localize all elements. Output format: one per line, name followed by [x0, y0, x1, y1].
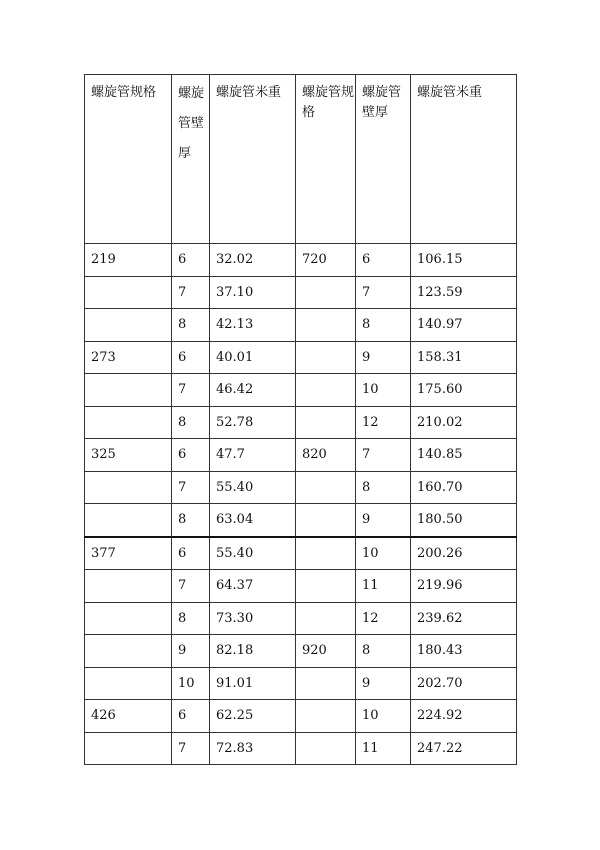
cell-thickness-right: 8 — [356, 309, 411, 342]
table-body — [85, 244, 517, 765]
cell-weight-left: 40.01 — [210, 341, 296, 374]
cell-spec-left — [85, 602, 172, 635]
cell-thickness-left: 7 — [172, 570, 210, 603]
cell-weight-right: 160.70 — [411, 471, 517, 504]
cell-spec-right — [296, 732, 356, 765]
header-spec-left: 螺旋管规格 — [85, 75, 172, 244]
cell-thickness-left: 10 — [172, 667, 210, 700]
cell-weight-left: 42.13 — [210, 309, 296, 342]
cell-weight-right: 202.70 — [411, 667, 517, 700]
cell-thickness-left: 7 — [172, 732, 210, 765]
cell-spec-right — [296, 309, 356, 342]
table-row — [85, 537, 517, 570]
header-weight-right: 螺旋管米重 — [411, 75, 517, 244]
cell-thickness-right: 9 — [356, 667, 411, 700]
cell-thickness-left: 9 — [172, 635, 210, 668]
cell-thickness-left: 8 — [172, 504, 210, 537]
cell-weight-left: 91.01 — [210, 667, 296, 700]
cell-thickness-left: 6 — [172, 341, 210, 374]
table-row — [85, 732, 517, 765]
cell-spec-left: 273 — [85, 341, 172, 374]
cell-spec-right — [296, 341, 356, 374]
cell-spec-left — [85, 732, 172, 765]
cell-spec-right — [296, 471, 356, 504]
cell-weight-left: 55.40 — [210, 537, 296, 570]
cell-thickness-right: 8 — [356, 635, 411, 668]
cell-weight-right: 200.26 — [411, 537, 517, 570]
cell-thickness-right: 10 — [356, 374, 411, 407]
cell-weight-left: 62.25 — [210, 700, 296, 733]
cell-weight-left: 37.10 — [210, 276, 296, 309]
cell-weight-left: 52.78 — [210, 406, 296, 439]
table-row — [85, 374, 517, 407]
cell-weight-right: 123.59 — [411, 276, 517, 309]
table-row — [85, 406, 517, 439]
cell-weight-left: 82.18 — [210, 635, 296, 668]
cell-spec-left — [85, 570, 172, 603]
cell-spec-right — [296, 570, 356, 603]
cell-spec-right — [296, 700, 356, 733]
cell-thickness-right: 12 — [356, 406, 411, 439]
cell-thickness-right: 10 — [356, 537, 411, 570]
cell-weight-right: 180.50 — [411, 504, 517, 537]
cell-weight-right: 140.85 — [411, 439, 517, 472]
cell-thickness-right: 9 — [356, 341, 411, 374]
cell-spec-left — [85, 635, 172, 668]
cell-weight-right: 219.96 — [411, 570, 517, 603]
cell-spec-right — [296, 667, 356, 700]
cell-thickness-right: 8 — [356, 471, 411, 504]
cell-weight-right: 239.62 — [411, 602, 517, 635]
cell-weight-right: 210.02 — [411, 406, 517, 439]
cell-thickness-left: 6 — [172, 244, 210, 277]
cell-thickness-left: 8 — [172, 602, 210, 635]
header-thickness-right: 螺旋管壁厚 — [356, 75, 411, 244]
cell-weight-left: 72.83 — [210, 732, 296, 765]
cell-thickness-left: 7 — [172, 471, 210, 504]
header-weight-left: 螺旋管米重 — [210, 75, 296, 244]
cell-spec-left — [85, 276, 172, 309]
cell-spec-right: 720 — [296, 244, 356, 277]
cell-spec-left — [85, 309, 172, 342]
cell-thickness-right: 6 — [356, 244, 411, 277]
cell-weight-right: 247.22 — [411, 732, 517, 765]
cell-weight-right: 180.43 — [411, 635, 517, 668]
cell-weight-left: 46.42 — [210, 374, 296, 407]
cell-spec-left: 325 — [85, 439, 172, 472]
cell-thickness-left: 6 — [172, 439, 210, 472]
cell-weight-right: 158.31 — [411, 341, 517, 374]
cell-thickness-right: 7 — [356, 439, 411, 472]
cell-thickness-left: 8 — [172, 406, 210, 439]
cell-thickness-left: 8 — [172, 309, 210, 342]
cell-thickness-left: 6 — [172, 700, 210, 733]
cell-thickness-left: 7 — [172, 276, 210, 309]
cell-weight-right: 224.92 — [411, 700, 517, 733]
cell-spec-left — [85, 667, 172, 700]
table-row — [85, 504, 517, 537]
table-row — [85, 700, 517, 733]
table-row — [85, 439, 517, 472]
table-header-row — [85, 75, 517, 244]
cell-spec-right — [296, 504, 356, 537]
cell-spec-right — [296, 602, 356, 635]
cell-spec-left — [85, 471, 172, 504]
cell-weight-left: 64.37 — [210, 570, 296, 603]
cell-weight-right: 106.15 — [411, 244, 517, 277]
cell-spec-right: 820 — [296, 439, 356, 472]
cell-thickness-right: 12 — [356, 602, 411, 635]
cell-thickness-right: 7 — [356, 276, 411, 309]
table-row — [85, 276, 517, 309]
document-page — [84, 74, 516, 765]
cell-thickness-right: 9 — [356, 504, 411, 537]
table-row — [85, 667, 517, 700]
cell-thickness-right: 11 — [356, 732, 411, 765]
cell-thickness-right: 10 — [356, 700, 411, 733]
cell-spec-left: 426 — [85, 700, 172, 733]
cell-spec-right: 920 — [296, 635, 356, 668]
cell-spec-right — [296, 276, 356, 309]
cell-weight-left: 47.7 — [210, 439, 296, 472]
cell-weight-left: 55.40 — [210, 471, 296, 504]
table-row — [85, 602, 517, 635]
header-thickness-left: 螺旋管壁厚 — [172, 75, 210, 244]
cell-weight-left: 32.02 — [210, 244, 296, 277]
cell-spec-left: 377 — [85, 537, 172, 570]
cell-spec-left — [85, 504, 172, 537]
cell-weight-right: 175.60 — [411, 374, 517, 407]
cell-spec-left — [85, 406, 172, 439]
cell-weight-right: 140.97 — [411, 309, 517, 342]
table-row — [85, 471, 517, 504]
table-row — [85, 570, 517, 603]
table-row — [85, 341, 517, 374]
cell-spec-right — [296, 406, 356, 439]
table-row — [85, 244, 517, 277]
cell-thickness-right: 11 — [356, 570, 411, 603]
table-row — [85, 309, 517, 342]
table-row — [85, 635, 517, 668]
cell-spec-left — [85, 374, 172, 407]
cell-weight-left: 73.30 — [210, 602, 296, 635]
header-spec-right: 螺旋管规格 — [296, 75, 356, 244]
cell-weight-left: 63.04 — [210, 504, 296, 537]
cell-thickness-left: 6 — [172, 537, 210, 570]
cell-spec-right — [296, 374, 356, 407]
cell-spec-left: 219 — [85, 244, 172, 277]
cell-thickness-left: 7 — [172, 374, 210, 407]
spiral-pipe-weight-table — [84, 74, 517, 765]
cell-spec-right — [296, 537, 356, 570]
